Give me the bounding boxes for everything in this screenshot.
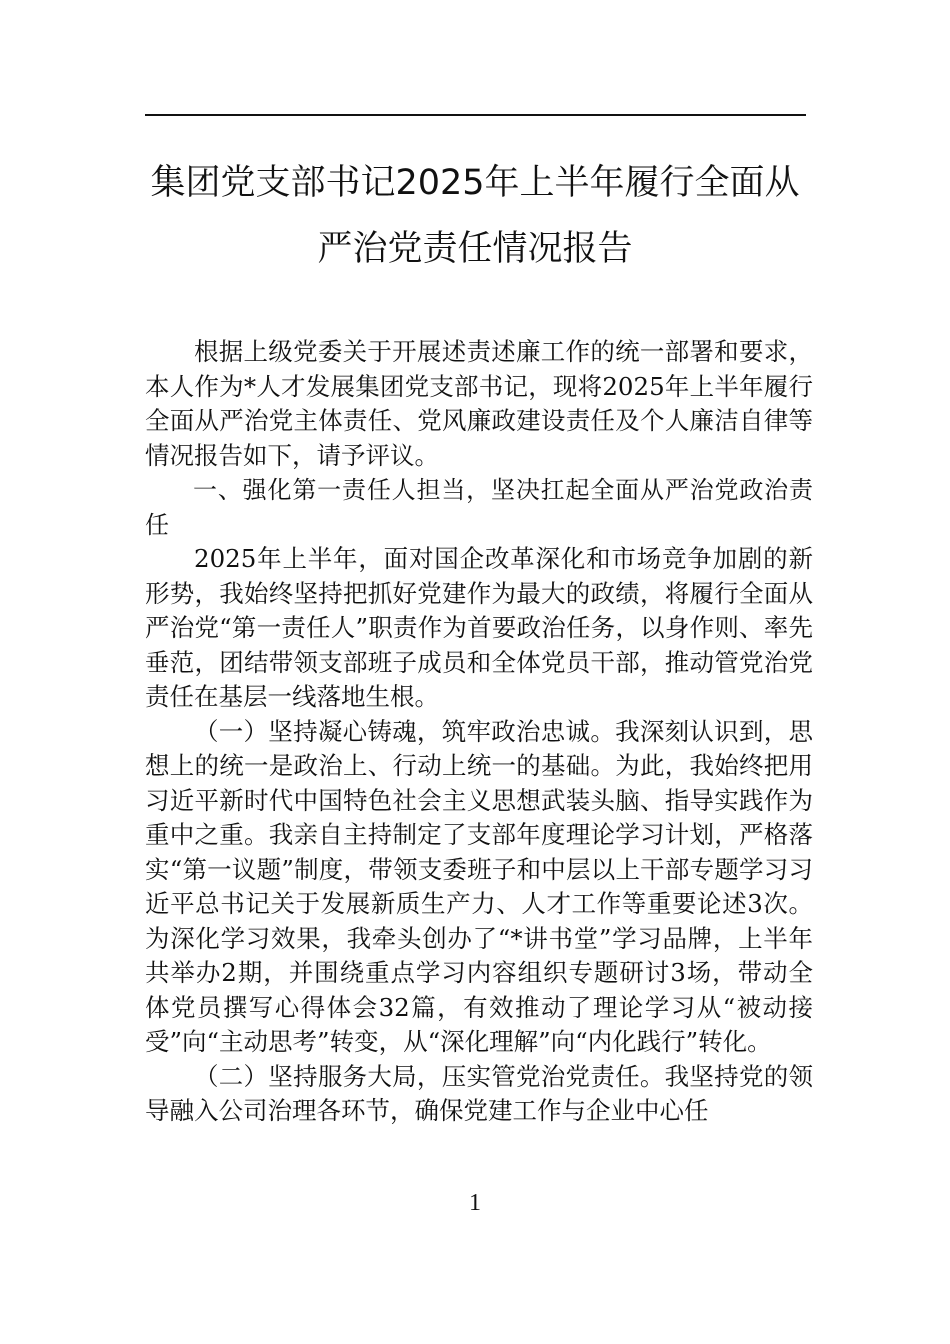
section-heading-1: 一、强化第一责任人担当，坚决扛起全面从严治党政治责任	[145, 476, 813, 539]
header-rule	[145, 114, 806, 116]
paragraph-overview: 2025年上半年，面对国企改革深化和市场竞争加剧的新形势，我始终坚持把抓好党建作为最大的政绩，将履行全面从严治党“第一责任人”职责作为首要政治任务，以身作则、率先垂范，团结带领支部班子成员和全体党员干部，推动管党治党责任在基层一线落地生根。	[145, 544, 813, 711]
document-title	[120, 150, 830, 282]
paragraph-subsection-2: （二）坚持服务大局，压实管党治党责任。我坚持党的领导融入公司治理各环节，确保党建工作与企业中心任	[145, 1061, 813, 1125]
title-line-2: 严治党责任情况报告	[317, 229, 633, 269]
paragraph-intro: 根据上级党委关于开展述责述廉工作的统一部署和要求，本人作为*人才发展集团党支部书记，现将2025年上半年履行全面从严治党主体责任、党风廉政建设责任及个人廉洁自律等情况报告如下，请予评议。	[145, 337, 813, 470]
title-line-1: 集团党支部书记2025年上半年履行全面从	[150, 163, 800, 203]
page-number: 1	[469, 1190, 481, 1216]
paragraph-subsection-1: （一）坚持凝心铸魂，筑牢政治忠诚。我深刻认识到，思想上的统一是政治上、行动上统一的基础。为此，我始终把用习近平新时代中国特色社会主义思想武装头脑、指导实践作为重中之重。我亲自主持制定了支部年度理论学习计划，严格落实“第一议题”制度，带领支委班子和中层以上干部专题学习习近平总书记关于发展新质生产力、人才工作等重要论述3次。为深化学习效果，我牵头创办了“*讲书堂”学习品牌，上半年共举办2期，并围绕重点学习内容组织专题研讨3场，带动全体党员撰写心得体会32篇，有效推动了理论学习从“被动接受”向“主动思考”转变，从“深化理解”向“内化践行”转化。	[145, 716, 813, 1056]
document-body	[145, 335, 813, 1129]
